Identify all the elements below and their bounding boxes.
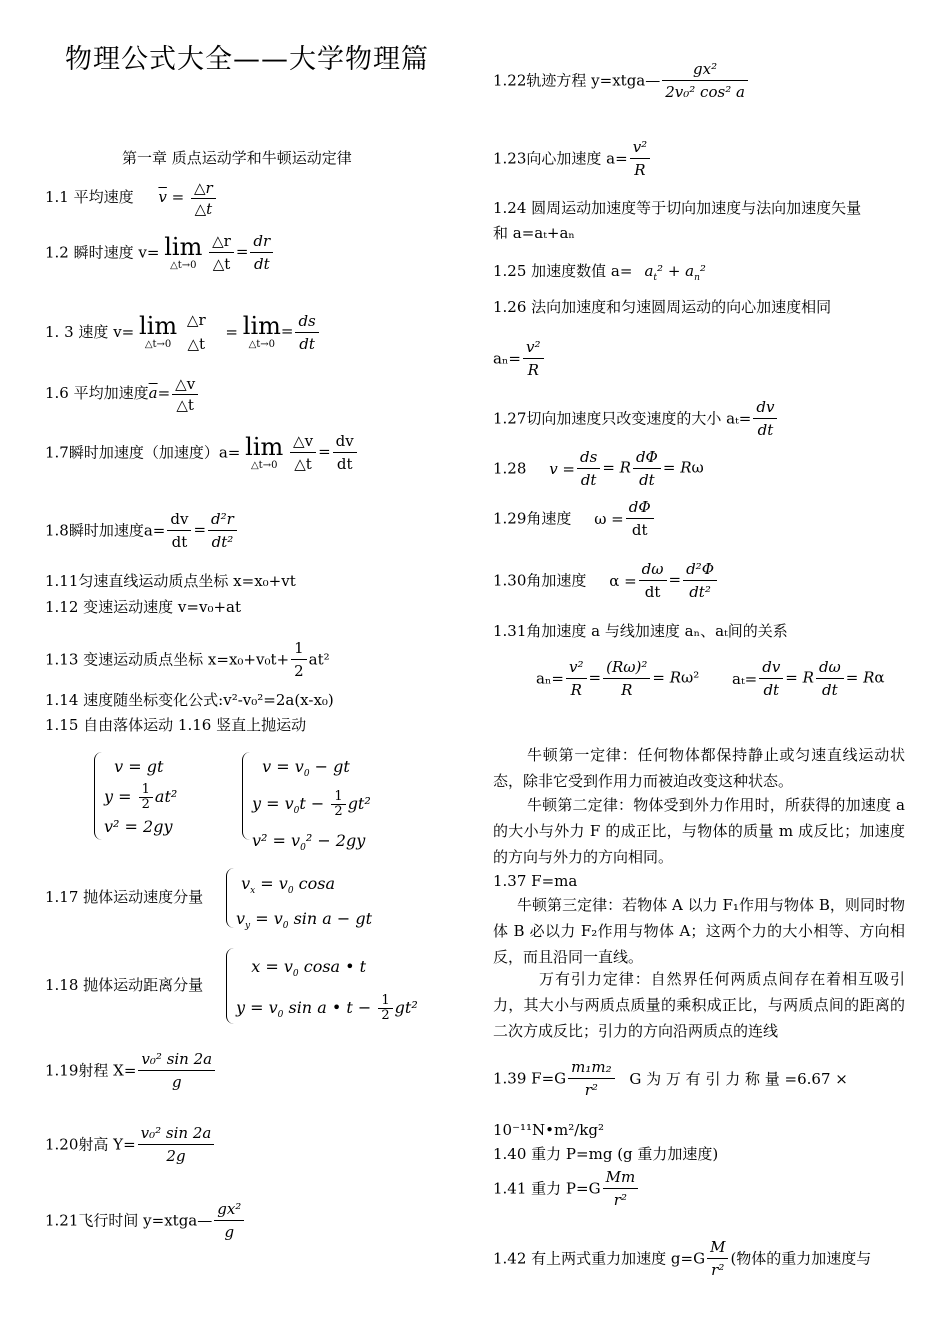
brace <box>226 948 235 1024</box>
formula-1-14: 1.14 速度随坐标变化公式:v²-v₀²=2a(x-x₀) <box>45 691 334 709</box>
formula-1-29: 1.29角速度 ω = $\frac{d\Phi}{dt}$ <box>493 496 656 544</box>
formula-1-18: 1.18 抛体运动距离分量 <box>45 976 204 994</box>
formula-1-21: 1.21飞行时间 y=xtga— $\frac{\text{gx²}}{g}$ <box>45 1198 246 1250</box>
formula-1-6: 1.6 平均加速度$\overline{a}=$ $\frac{\triangle v}{\triangle t}$ <box>45 370 200 416</box>
formula-1-41: 1.41 重力 P=G $\frac{Mm}{\text{r²}}$ <box>493 1166 640 1214</box>
formula-1-24b: 和 a=aₜ+aₙ <box>493 224 575 242</box>
formula-1-20: 1.20射高 Y= $\frac{\text{v₀² sin 2a}}{2g}$ <box>45 1122 216 1174</box>
formula-1-24a: 1.24 圆周运动加速度等于切向加速度与法向加速度矢量 <box>493 199 862 217</box>
formula-1-7: 1.7瞬时加速度（加速度）a= lim △t→0 $\frac{\triangle v}{\triangle t}$ = $\frac{dv}{dt}$ <box>45 430 359 486</box>
formula-1-13: 1.13 变速运动质点坐标 x=x₀+v₀t+ $\frac{1}{2}$ at² <box>45 639 330 680</box>
formula-1-30: 1.30角加速度 α = $\frac{d\omega}{dt}$ = $\frac{\text{d²Φ}}{\text{dt²}}$ <box>493 558 719 606</box>
formula-1-25: 1.25 加速度数值 $a= a_t^2 + a_n^2$ <box>493 262 706 283</box>
formula-1-8: 1.8瞬时加速度a= $\frac{dv}{dt}$ = $\frac{\text{d²r}}{\text{dt²}}$ <box>45 508 239 558</box>
free-fall-equations: v = gt y = $\frac{1}{2}$ at² v² = 2gy <box>104 757 178 836</box>
page-title: 物理公式大全——大学物理篇 <box>65 44 429 75</box>
chapter-heading: 第一章 质点运动学和牛顿运动定律 <box>122 149 352 167</box>
formula-1-19: 1.19射程 X= $\frac{\text{v₀² sin 2a}}{g}$ <box>45 1048 217 1100</box>
formula-1-15-16: 1.15 自由落体运动 1.16 竖直上抛运动 <box>45 716 307 734</box>
newton-first-law: 牛顿第一定律：任何物体都保持静止或匀速直线运动状态，除非它受到作用力而被迫改变这种状态。 <box>493 746 905 790</box>
newton-second-law: 牛顿第二定律：物体受到外力作用时，所获得的加速度 a 的大小与外力 F 的成正比，与物体的质量 m 成反比；加速度的方向与外力的方向相同。 <box>493 796 905 866</box>
formula-1-22: 1.22轨迹方程 y=xtga— $\frac{\text{gx²}}{\text{2v₀² cos² a}}$ <box>493 58 750 112</box>
formula-1-11: 1.11匀速直线运动质点坐标 x=x₀+vt <box>45 572 296 590</box>
brace <box>226 868 235 928</box>
velocity-components: $v_x = v_0$ cosa $v_y = v_0$ sin a − gt <box>236 874 373 932</box>
formula-1-26: 1.26 法向加速度和匀速圆周运动的向心加速度相同 <box>493 298 832 316</box>
formula-1-26b: aₙ= $\frac{\text{v²}}{R}$ <box>493 336 546 384</box>
gravitation-law: 万有引力定律：自然界任何两质点间存在着相互吸引力，其大小与两质点质量的乘积成正比，与两质点间的距离的二次方成反比；引力的方向沿两质点的连线 <box>493 970 905 1040</box>
formula-1-31: 1.31角加速度 a 与线加速度 aₙ、aₜ间的关系 <box>493 622 788 640</box>
formula-1-17: 1.17 抛体运动速度分量 <box>45 888 204 906</box>
formula-1-37: 1.37 F=ma <box>493 872 578 890</box>
distance-components: $x = v_0$ cosa • t $y = v_0$ sin a • t − $\frac{1}{2}$ gt² <box>236 957 418 1024</box>
upward-throw-equations: $v = v_0$ − gt $y = v_0t$ − $\frac{1}{2}$ gt² $v^2 = v_0^2 - 2gy$ <box>252 757 371 854</box>
formula-1-40: 1.40 重力 P=mg (g 重力加速度) <box>493 1145 719 1163</box>
formula-1-1: 1.1 平均速度 $\overline{v}$ = $\frac{\triangle r}{\triangle t}$ <box>45 175 218 219</box>
gravitational-constant-unit: 10⁻¹¹N•m²/kg² <box>493 1121 604 1139</box>
formula-1-23: 1.23向心加速度 a= $\frac{\text{v²}}{R}$ <box>493 136 652 184</box>
formula-1-3: 1. 3 速度 v= lim △t→0 △r △t = lim △t→0 = $\frac{ds}{dt}$ <box>45 308 321 364</box>
formula-1-2: 1.2 瞬时速度 v= lim △t→0 $\frac{\triangle r}{\triangle t}$ = $\frac{dr}{dt}$ <box>45 230 275 282</box>
newton-third-law: 牛顿第三定律：若物体 A 以力 F₁作用与物体 B，则同时物体 B 必以力 F₂作用与物体 A；这两个力的大小相等、方向相反，而且沿同一直线。 <box>493 896 905 966</box>
formula-1-42: 1.42 有上两式重力加速度 g=G $\frac{M}{\text{r²}}$ (物体的重力加速度与 <box>493 1238 872 1279</box>
formula-1-12: 1.12 变速运动速度 v=v₀+at <box>45 598 242 616</box>
brace <box>242 752 251 840</box>
brace <box>94 752 103 840</box>
formula-1-27: 1.27切向加速度只改变速度的大小 aₜ= $\frac{dv}{dt}$ <box>493 396 779 444</box>
formula-1-31-eq: aₙ= $\frac{\text{v²}}{R}$ = $\frac{\text{(Rω)²}}{R}$ = Rω² aₜ= $\frac{dv}{dt}$ = R $\frac{d\omega}{dt}$ = Rα <box>536 658 885 699</box>
formula-1-28: 1.28 v = $\frac{ds}{dt}$ = R $\frac{d\Phi}{dt}$ = Rω <box>493 448 704 489</box>
formula-1-39: 1.39 F=G $\frac{\text{m₁m₂}}{\text{r²}}$ G 为 万 有 引 力 称 量 =6.67 × <box>493 1058 848 1099</box>
